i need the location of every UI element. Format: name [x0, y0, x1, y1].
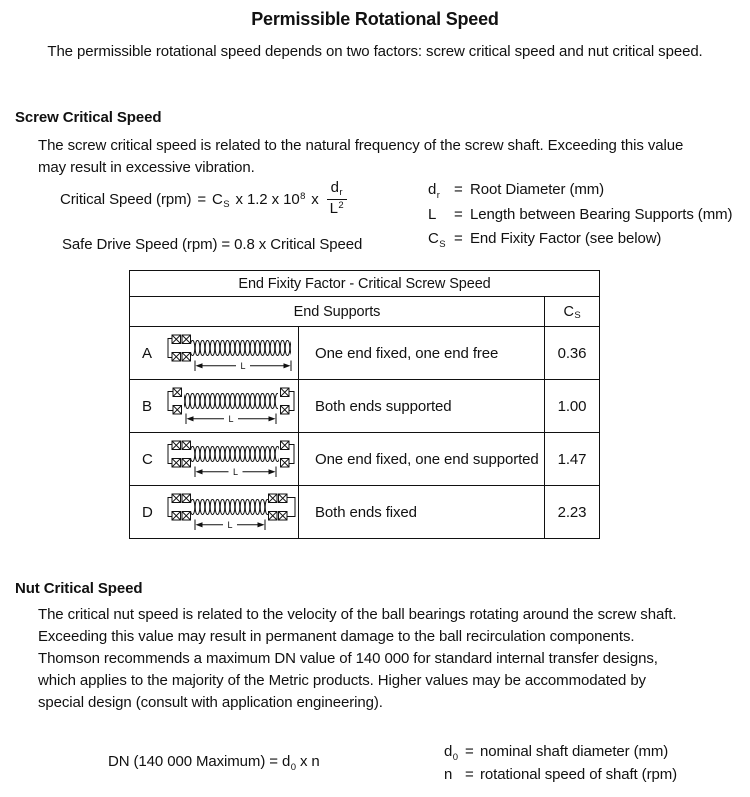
paragraph-line: special design (consult with application engineering). — [38, 694, 383, 711]
fraction-dr-over-l2: $\frac{d_r}{L^2}$ — [327, 180, 347, 219]
intro-text: The permissible rotational speed depends on two factors: screw critical speed and nut critical speed. — [47, 43, 703, 60]
svg-text:L: L — [227, 520, 233, 531]
svg-text:L: L — [233, 467, 238, 478]
svg-text:L: L — [228, 414, 234, 425]
critical-speed-formula — [60, 178, 347, 220]
nut-critical-speed-heading: Nut Critical Speed — [15, 580, 143, 597]
definition-row: $d_0$ = nominal shaft diameter (mm) — [444, 743, 669, 763]
diagram-both-ends-supported — [165, 385, 297, 427]
paragraph-line: The screw critical speed is related to the natural frequency of the screw shaft. Exceeding this value — [38, 137, 684, 154]
paragraph-line: Exceeding this value may result in permanent damage to the ball recirculation components. — [38, 628, 635, 645]
end-fixity-factor-table — [129, 270, 600, 539]
cs-value: 0.36 — [557, 344, 587, 362]
nut-critical-speed-paragraph — [38, 604, 676, 714]
table-header-row — [130, 297, 599, 327]
cs-value: 1.00 — [557, 397, 587, 415]
end-supports-header: End Supports — [130, 297, 545, 326]
cs-column-header: C S — [563, 303, 581, 321]
paragraph-line: may result in excessive vibration. — [38, 159, 255, 176]
screw-critical-speed-heading: Screw Critical Speed — [15, 109, 162, 126]
end-support-description: One end fixed, one end supported — [299, 433, 545, 485]
table-row — [130, 327, 599, 380]
safe-drive-speed-formula: Safe Drive Speed (rpm) = 0.8 x Critical Speed — [62, 236, 363, 253]
definition-row: n = rotational speed of shaft (rpm) — [444, 766, 677, 783]
paragraph-line: The critical nut speed is related to the velocity of the ball bearings rotating around the screw shaft. — [38, 606, 677, 623]
formula-label: Critical Speed (rpm) — [60, 190, 192, 208]
table-title: End Fixity Factor - Critical Screw Speed — [130, 271, 599, 297]
table-row — [130, 486, 599, 538]
end-support-description: Both ends fixed — [299, 486, 545, 538]
end-support-description: One end fixed, one end free — [299, 327, 545, 379]
paragraph-line: which applies to the majority of the Metric products. Higher values may be accommodated by — [38, 672, 646, 689]
times-sign: x — [311, 190, 319, 208]
cs-value: 2.23 — [557, 503, 587, 521]
definition-row: L = Length between Bearing Supports (mm) — [428, 205, 733, 223]
cs-symbol: $C_S$ — [212, 190, 230, 210]
table-row — [130, 380, 599, 433]
row-letter: D — [142, 503, 153, 521]
definition-row: $C_S$ = End Fixity Factor (see below) — [428, 230, 662, 250]
diagram-both-ends-fixed — [165, 491, 297, 533]
equals-sign: = — [197, 190, 207, 208]
coefficient-term: x 1.2 x $10^8$ — [235, 190, 306, 208]
row-letter: C — [142, 450, 153, 468]
cs-value: 1.47 — [557, 450, 587, 468]
row-letter: B — [142, 397, 152, 415]
paragraph-line: Thomson recommends a maximum DN value of 140 000 for standard internal transfer designs, — [38, 650, 658, 667]
svg-text:L: L — [240, 361, 246, 372]
end-support-description: Both ends supported — [299, 380, 545, 432]
diagram-one-end-fixed-one-end-free — [165, 332, 297, 374]
page-title: Permissible Rotational Speed — [251, 9, 499, 29]
diagram-one-end-fixed-one-end-supported — [165, 438, 297, 480]
dn-formula: DN (140 000 Maximum) = $d_0$ x n — [108, 753, 320, 773]
screw-variable-definitions — [428, 179, 732, 253]
dn-variable-definitions — [444, 741, 677, 787]
screw-critical-speed-paragraph — [38, 135, 683, 179]
definition-row: $d_r$ = Root Diameter (mm) — [428, 181, 605, 201]
table-row — [130, 433, 599, 486]
row-letter: A — [142, 344, 152, 362]
